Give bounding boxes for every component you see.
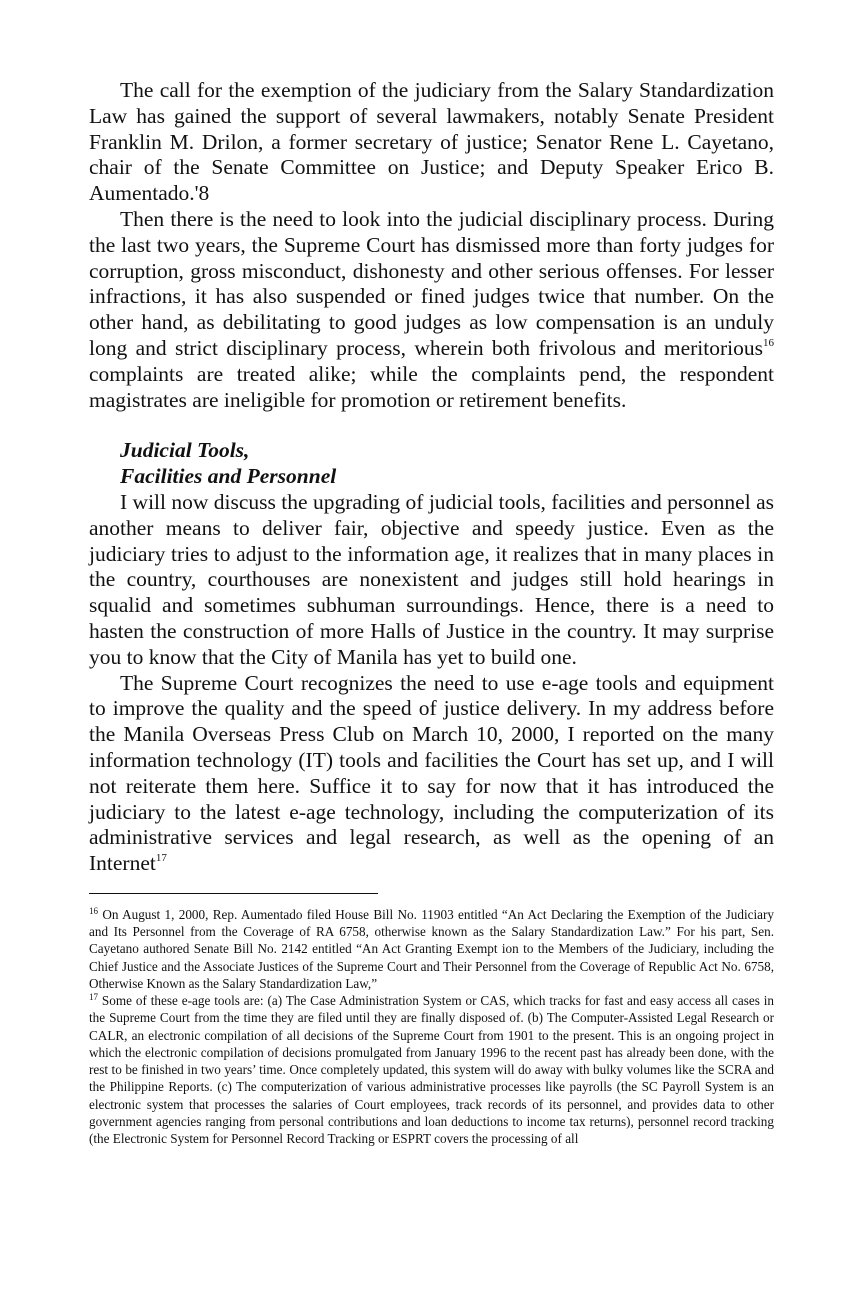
footnote-17-number: 17 [89,992,98,1003]
footnote-16-number: 16 [89,905,98,916]
body-text [89,78,774,877]
paragraph-judicial-tools-text: I will now discuss the upgrading of judicial tools, facilities and personnel as another means to deliver fair, objective and speedy justice. Even as the judiciary tries to adjust to the information age, it realizes that in many places in the country, courthouses are nonexistent and judges still hold hearings in squalid and sometimes subhuman surroundings. Hence, there is a need to hasten the construction of more Halls of Justice in the country. It may surprise you to know that the City of Manila has yet to build one. [89,489,774,669]
paragraph-salary-exemption [89,78,774,207]
footnote-divider [89,893,378,894]
paragraph-disciplinary-process [89,207,774,413]
document-page [89,78,774,1147]
section-heading-line-1: Judicial Tools, [120,438,250,463]
paragraph-salary-exemption-text: The call for the exemption of the judiciary from the Salary Standardization Law has gained the support of several lawmakers, notably Senate President Franklin M. Drilon, a former secretary of justice; Senator Rene L. Cayetano, chair of the Senate Committee on Justice; and Deputy Speaker Erico B. Aumentado.'8 [89,78,774,206]
footnote-17 [89,992,774,1147]
footnote-ref-17[interactable]: 17 [155,852,167,865]
paragraph-judicial-tools [89,490,774,671]
footnote-17-text: Some of these e-age tools are: (a) The Case Administration System or CAS, which tracks for fast and easy access all cases in the Supreme Court from the time they are filed until they are finally disposed of. (b) The Computer-Assisted Legal Research or CALR, an electronic compilation of all decisions of the Supreme Court from 1901 to the present. This is an ongoing project in which the electronic compilation of decisions promulgated from January 1996 to the recent past has already been done, with the rest to be finished in two years’ time. Once completely updated, this system will do away with bulky volumes like the SCRA and the Philippine Reports. (c) The computerization of various administrative processes like payrolls (the SC Payroll System is an electronic system that processes the salaries of Court employees, track records of its personnel, and provides data to other government agencies ranging from personal contributions and loan deductions to income tax returns), personnel record tracking (the Electronic System for Personnel Record Tracking or ESPRT covers the processing of all [89,993,774,1147]
paragraph-disciplinary-process-text-a: Then there is the need to look into the judicial disciplinary process. During the last two years, the Supreme Court has dismissed more than forty judges for corruption, gross misconduct, dishonesty and other serious offenses. For lesser infractions, it has also suspended or fined judges twice that number. On the other hand, as debilitating to good judges as low compensation is an unduly long and strict disciplinary process, wherein both frivolous and meritorious [89,206,774,360]
footnotes [89,906,774,1148]
paragraph-e-age-tools-text: The Supreme Court recognizes the need to use e-age tools and equipment to improve the quality and the speed of justice delivery. In my address before the Manila Overseas Press Club on March 10, 2000, I reported on the many information technology (IT) tools and facilities the Court has set up, and I will not reiterate them here. Suffice it to say for now that it has introduced the judiciary to the latest e-age technology, including the computerization of its administrative services and legal research, as well as the opening of an Internet [89,670,774,876]
footnote-ref-16[interactable]: 16 [763,336,774,349]
paragraph-e-age-tools [89,671,774,877]
paragraph-disciplinary-process-text-b: complaints are treated alike; while the complaints pend, the respondent magistrates are ineligible for promotion or retirement benefits. [89,361,774,412]
footnote-16 [89,906,774,992]
section-heading [89,438,774,490]
footnote-16-text: On August 1, 2000, Rep. Aumentado filed House Bill No. 11903 entitled “An Act Declaring the Exemption of the Judiciary and Its Personnel from the Coverage of RA 6758, otherwise known as the Salary Standardization Law.” For his part, Sen. Cayetano authored Senate Bill No. 2142 entitled “An Act Granting Exempt ion to the Members of the Judiciary, including the Chief Justice and the Associate Justices of the Supreme Court and Their Personnel from the Coverage of Republic Act No. 6758, Otherwise Known as the Salary Standardization Law,” [89,906,774,991]
section-heading-line-2: Facilities and Personnel [120,464,337,489]
